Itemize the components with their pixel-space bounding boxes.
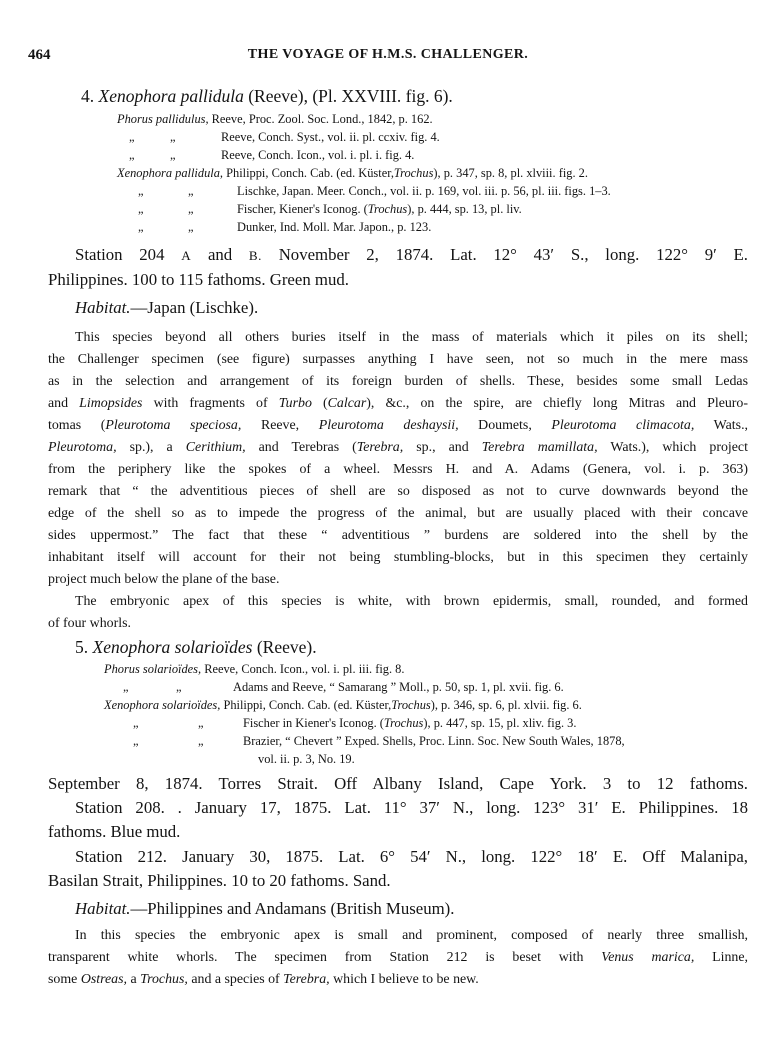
body-text-line: The embryonic apex of this species is white, with brown epidermis, small, rounded, and formed xyxy=(75,594,748,609)
station-line: Station 212. January 30, 1875. Lat. 6° 54′ N., long. 122° 18′ E. Off Malanipa, xyxy=(75,847,748,866)
page-number: 464 xyxy=(28,47,51,63)
body-text-line: tomas (Pleurotoma speciosa, Reeve, Pleurotoma deshaysii, Doumets, Pleurotoma climacota, Wats., xyxy=(48,418,749,433)
body-text-line: In this species the embryonic apex is small and prominent, composed of nearly three smallish, xyxy=(75,928,748,943)
station-line: Station 204 A and B. November 2, 1874. Lat. 12° 43′ S., long. 122° 9′ E. xyxy=(75,245,748,264)
body-text-line: inhabitant itself will account for their not being stumbling-blocks, but in this specimen they certainly xyxy=(48,550,748,565)
body-text-line: sides uppermost.” The fact that these “ adventitious ” burdens are soldered into the shell by the xyxy=(48,528,748,543)
synonymy-line: Phorus pallidulus, Reeve, Proc. Zool. Soc. Lond., 1842, p. 162. xyxy=(117,112,433,126)
synonymy-line: Xenophora pallidula, Philippi, Conch. Cab. (ed. Küster,Trochus), p. 347, sp. 8, pl. xlviii. fig. 2. xyxy=(117,166,588,180)
habitat-line: Habitat.—Japan (Lischke). xyxy=(75,298,259,317)
species-heading xyxy=(81,86,453,107)
running-header xyxy=(28,47,748,69)
species-authority: (Reeve), (Pl. XXVIII. fig. 6). xyxy=(248,86,453,106)
book-page: 464 THE VOYAGE OF H.M.S. CHALLENGER. 4. Xenophora pallidula (Reeve), (Pl. XXVIII. fig. 6). Phorus pallidulus, Reeve, Proc. Zool. Soc. Lond., 1842, p. 162. „ „ Reeve, Conch. Syst., vol. ii. pl. ccxiv. fig. 4. „ „ Reeve, Conch. Icon., vol. i. pl. i. fig. 4. Xenophora pallidula, Philippi, Conch. Cab. (ed. Küster,Trochus), p. 347, sp. 8, pl. xlviii. fig. 2. „ „ Lischke, Japan. Meer. Conch., vol. ii. p. 169, vol. iii. p. 56, pl. iii. figs. 1–3. „ „ Fischer, Kiener's Iconog. (Trochus), p. 444, sp. 13, pl. liv. „ „ Dunker, Ind. Moll. Mar. Japon., p. 123. Station 204 A and B. November 2, 1874. Lat. 12° 43′ S., long. 122° 9′ E. Philippines. 100 to 115 fathoms. Green mud. Habitat.—Japan (Lischke). This species beyond all others buries itself in the mass of materials which it piles on its shell; the Challenger specimen (see figure) surpasses anything I have seen, not so much in the mere mass as in the selection and arrangement of its foreign burden of shells. These, besides some small Ledas and Limopsides with fragments of Turbo (Calcar), &c., on the spire, are chiefly long Mitras and Pleuro- tomas (Pleurotoma speciosa, Reeve, Pleurotoma deshaysii, Doumets, Pleurotoma climacota, Wats., Pleurotoma, sp.), a Cerithium, and Terebras (Terebra, sp., and Terebra mamillata, Wats.), which project from the periphery like the spokes of a wheel. Messrs H. and A. Adams (Genera, vol. i. p. 363) remark that “ the adventitious pieces of shell are so disposed as not to curve downwards beyond the edge of the shell so as to impede the progress of the animal, but are usually placed with their concave sides uppermost.” The fact that these “ adventitious ” burdens are soldered into the shell by the inhabitant itself will account for their not being stumbling-blocks, but in this specimen they certainly project much below the plane of the base. The embryonic apex of this species is white, with brown epidermis, small, rounded, and formed of four whorls. 5. Xenophora solarioïdes (Reeve). Phorus solarioïdes, Reeve, Conch. Icon., vol. i. pl. iii. fig. 8. „ „ Adams and Reeve, “ Samarang ” Moll., p. 50, sp. 1, pl. xvii. fig. 6. Xenophora solarioïdes, Philippi, Conch. Cab. (ed. Küster,Trochus), p. 346, sp. 6, pl. xlvii. fig. 6. „ „ Fischer in Kiener's Iconog. (Trochus), p. 447, sp. 15, pl. xliv. fig. 3. „ „ Brazier, “ Chevert ” Exped. Shells, Proc. Linn. Soc. New South Wales, 1878, vol. ii. p. 3, No. 19. September 8, 1874. Torres Strait. Off Albany Island, Cape York. 3 to 12 fathoms. Station 208. . January 17, 1875. Lat. 11° 37′ N., long. 123° 31′ E. Philippines. 18 fathoms. Blue mud. Station 212. January 30, 1875. Lat. 6° 54′ N., long. 122° 18′ E. Off Malanipa, Basilan Strait, Philippines. 10 to 20 fathoms. Sand. Habitat.—Philippines and Andamans (British Museum). In this species the embryonic apex is small and prominent, composed of nearly three smallish, transparent white whorls. The specimen from Station 212 is beset with Venus marica, Linne, some Ostreas, a Trochus, and a species of Terebra, which I believe to be new. xyxy=(28,47,749,987)
body-text-line: from the periphery like the spokes of a wheel. Messrs H. and A. Adams (Genera, vol. i. p. 363) xyxy=(48,462,748,477)
body-text-line: Pleurotoma, sp.), a Cerithium, and Terebras (Terebra, sp., and Terebra mamillata, Wats.), which project xyxy=(48,440,748,455)
species-authority: (Reeve). xyxy=(256,637,317,657)
body-text-line: remark that “ the adventitious pieces of shell are so disposed as not to curve downwards beyond the xyxy=(48,484,748,499)
synonymy-line: vol. ii. p. 3, No. 19. xyxy=(258,752,355,766)
habitat-line: Habitat.—Philippines and Andamans (British Museum). xyxy=(75,899,455,918)
species-name: Xenophora pallidula xyxy=(98,86,244,106)
synonymy-line: Xenophora solarioïdes, Philippi, Conch. Cab. (ed. Küster,Trochus), p. 346, sp. 6, pl. xlvii. fig. 6. xyxy=(104,698,582,712)
station-line: Philippines. 100 to 115 fathoms. Green mud. xyxy=(48,270,349,289)
species-heading xyxy=(75,637,317,658)
body-text-line: project much below the plane of the base. xyxy=(48,572,280,587)
body-text-line: This species beyond all others buries itself in the mass of materials which it piles on its shell; xyxy=(75,330,748,345)
station-line: Station 208. . January 17, 1875. Lat. 11° 37′ N., long. 123° 31′ E. Philippines. 18 xyxy=(75,798,748,817)
running-title: THE VOYAGE OF H.M.S. CHALLENGER. xyxy=(247,47,529,62)
body-text-line: as in the selection and arrangement of its foreign burden of shells. These, besides some small Ledas xyxy=(48,374,748,389)
body-text-line: the Challenger specimen (see figure) surpasses anything I have seen, not so much in the mere mass xyxy=(48,352,748,367)
species-name: Xenophora solarioïdes xyxy=(92,637,253,657)
species-number: 5. xyxy=(75,637,89,657)
body-text-line: some Ostreas, a Trochus, and a species of Terebra, which I believe to be new. xyxy=(48,972,479,987)
body-text-line: transparent white whorls. The specimen from Station 212 is beset with Venus marica, Linne, xyxy=(48,950,748,965)
station-line: September 8, 1874. Torres Strait. Off Albany Island, Cape York. 3 to 12 fathoms. xyxy=(48,774,748,793)
body-text-line: and Limopsides with fragments of Turbo (Calcar), &c., on the spire, are chiefly long Mitras and Pleuro- xyxy=(48,396,748,411)
body-text-line: of four whorls. xyxy=(48,616,131,631)
body-text-line: edge of the shell so as to impede the progress of the animal, but are usually placed with their concave xyxy=(48,506,748,521)
synonymy-line: Phorus solarioïdes, Reeve, Conch. Icon., vol. i. pl. iii. fig. 8. xyxy=(104,662,405,676)
station-line: fathoms. Blue mud. xyxy=(48,822,181,841)
species-number: 4. xyxy=(81,86,95,106)
station-line: Basilan Strait, Philippines. 10 to 20 fathoms. Sand. xyxy=(48,871,391,890)
